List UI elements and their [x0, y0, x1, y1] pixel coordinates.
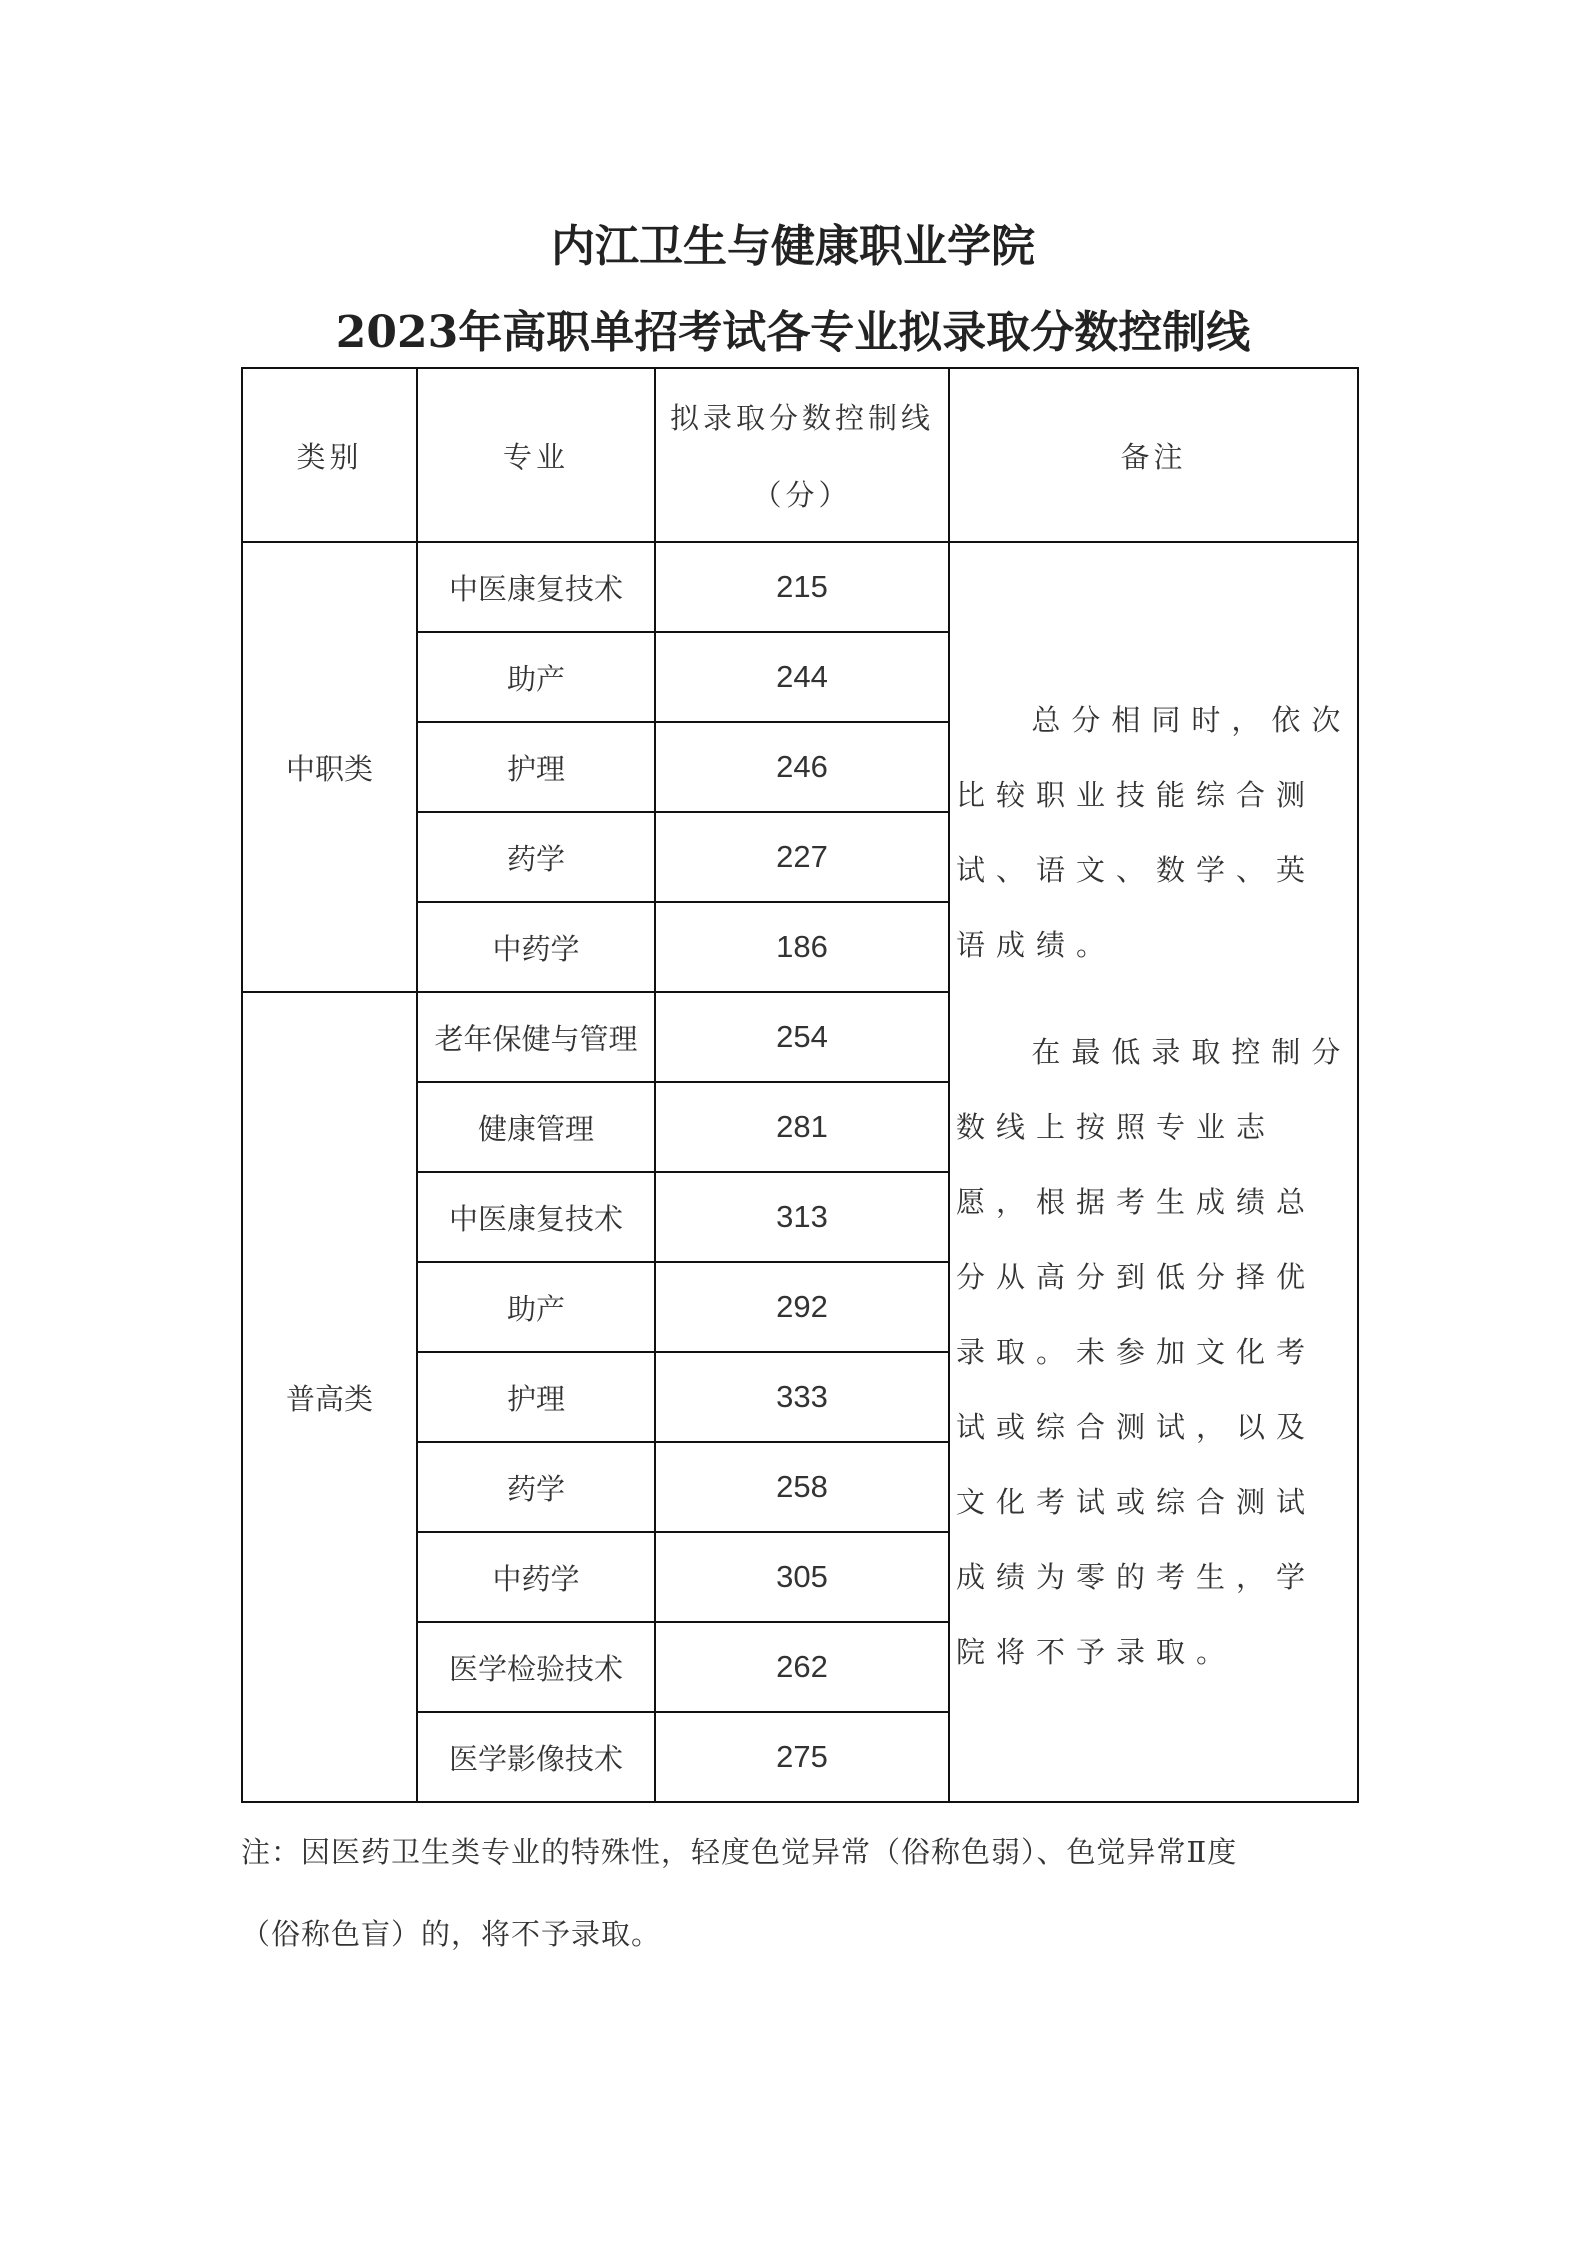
score-cell: 305	[655, 1532, 949, 1622]
major-cell: 药学	[417, 1442, 655, 1532]
major-cell: 健康管理	[417, 1082, 655, 1172]
document-subtitle: 2023年高职单招考试各专业拟录取分数控制线	[335, 307, 1251, 358]
score-cell: 254	[655, 992, 949, 1082]
header-score	[655, 368, 949, 542]
score-cell: 262	[655, 1622, 949, 1712]
major-cell: 中药学	[417, 902, 655, 992]
footnote-line-1: 注：因医药卫生类专业的特殊性，轻度色觉异常（俗称色弱）、色觉异常Ⅱ度	[241, 1835, 1238, 1869]
major-cell: 老年保健与管理	[417, 992, 655, 1082]
remark-paragraph-1: 总分相同时，依次比较职业技能综合测试、语文、数学、英语成绩。	[956, 703, 1352, 962]
category-cell: 中职类	[242, 542, 417, 992]
score-cell: 246	[655, 722, 949, 812]
table-header-row	[242, 368, 1358, 542]
remarks-cell	[949, 542, 1358, 1802]
major-cell: 医学影像技术	[417, 1712, 655, 1802]
major-cell: 护理	[417, 1352, 655, 1442]
score-cell: 333	[655, 1352, 949, 1442]
major-cell: 药学	[417, 812, 655, 902]
score-cell: 186	[655, 902, 949, 992]
major-cell: 中医康复技术	[417, 542, 655, 632]
major-cell: 中医康复技术	[417, 1172, 655, 1262]
table-row	[242, 542, 1358, 632]
major-cell: 医学检验技术	[417, 1622, 655, 1712]
header-category: 类别	[242, 368, 417, 542]
score-cell: 244	[655, 632, 949, 722]
score-cell: 227	[655, 812, 949, 902]
remark-paragraph-2: 在最低录取控制分数线上按照专业志愿，根据考生成绩总分从高分到低分择优录取。未参加文化考试或综合测试，以及文化考试或综合测试成绩为零的考生，学院将不予录取。	[956, 1035, 1352, 1669]
score-cell: 215	[655, 542, 949, 632]
score-cell: 281	[655, 1082, 949, 1172]
score-cell: 292	[655, 1262, 949, 1352]
major-cell: 助产	[417, 632, 655, 722]
admission-score-table	[241, 367, 1359, 1803]
score-cell: 258	[655, 1442, 949, 1532]
header-score-unit: （分）	[752, 478, 852, 512]
document-title: 内江卫生与健康职业学院	[551, 221, 1035, 272]
category-cell: 普高类	[242, 992, 417, 1802]
score-cell: 313	[655, 1172, 949, 1262]
major-cell: 中药学	[417, 1532, 655, 1622]
footnote-line-2: （俗称色盲）的，将不予录取。	[241, 1917, 662, 1951]
score-cell: 275	[655, 1712, 949, 1802]
header-score-label: 拟录取分数控制线	[669, 401, 934, 435]
header-major: 专业	[417, 368, 655, 542]
major-cell: 助产	[417, 1262, 655, 1352]
header-remarks: 备注	[949, 368, 1358, 542]
major-cell: 护理	[417, 722, 655, 812]
